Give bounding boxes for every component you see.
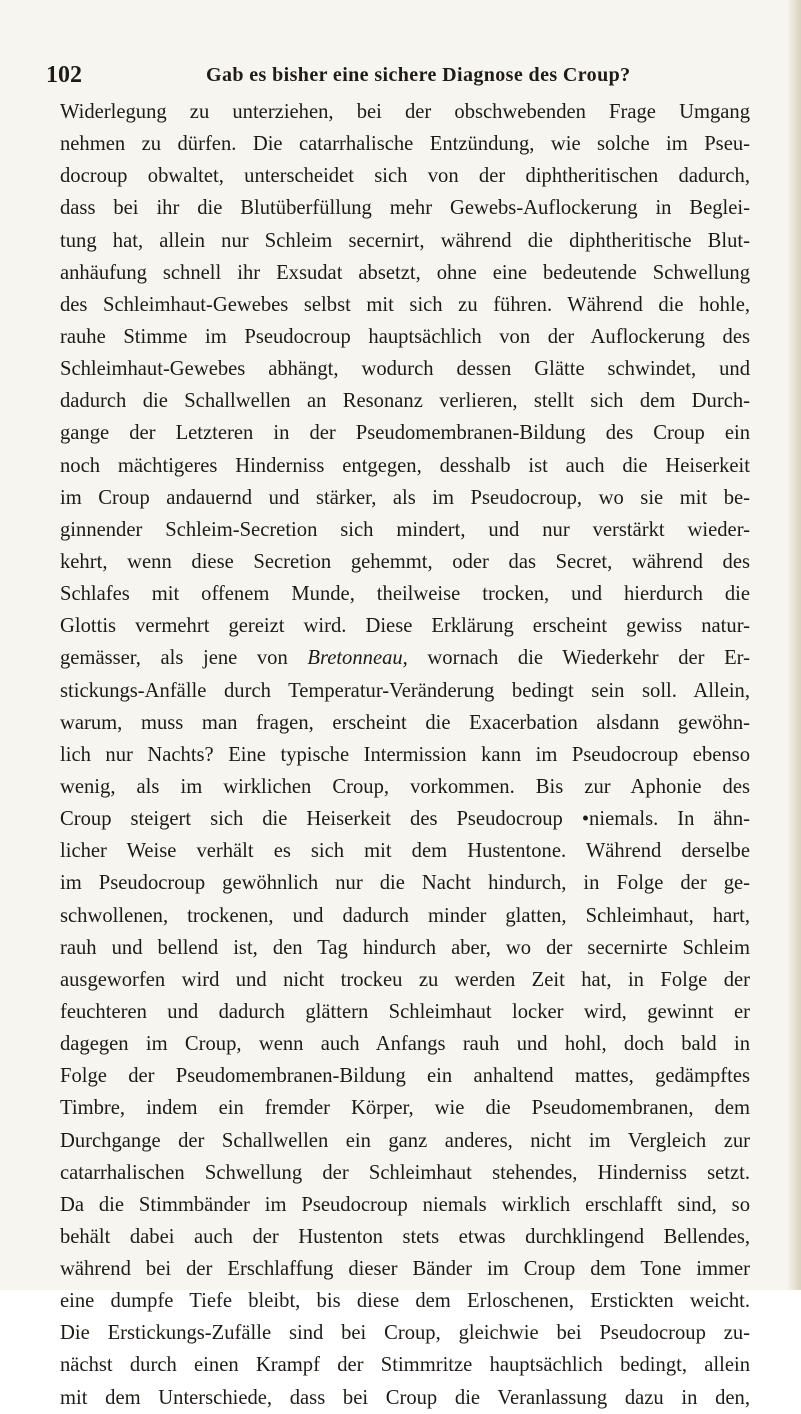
text-line: gange der Letzteren in der Pseudomembranen-Bildung des Croup ein <box>60 422 750 445</box>
text-line: Folge der Pseudomembranen-Bildung ein anhaltend mattes, gedämpftes <box>60 1065 750 1088</box>
text-line: Durchgange der Schallwellen ein ganz anderes, nicht im Vergleich zur <box>60 1129 750 1152</box>
text-line: Widerlegung zu unterziehen, bei der obschwebenden Frage Umgang <box>60 101 750 123</box>
text-line <box>60 642 750 674</box>
text-line: wenig, als im wirklichen Croup, vorkommen. Bis zur Aphonie des <box>60 775 750 798</box>
text-line: eine dumpfe Tiefe bleibt, bis diese dem Erloschenen, Erstickten weicht. <box>60 1290 750 1313</box>
text-line: anhäufung schnell ihr Exsudat absetzt, ohne eine bedeutende Schwellung <box>60 261 750 284</box>
text-segment: gemässer, als jene von <box>60 647 308 670</box>
page-edge-shadow <box>787 0 801 1290</box>
text-line: nehmen zu dürfen. Die catarrhalische Entzündung, wie solche im Pseu- <box>60 133 750 156</box>
text-line: docroup obwaltet, unterscheidet sich von der diphtheritischen dadurch, <box>60 165 750 188</box>
text-line: stickungs-Anfälle durch Temperatur-Veränderung bedingt sein soll. Allein, <box>60 679 750 702</box>
text-line: dass bei ihr die Blutüberfüllung mehr Gewebs-Auflockerung in Beglei- <box>60 197 750 220</box>
running-title: Gab es bisher eine sichere Diagnose des Croup? <box>206 64 631 86</box>
text-line: Schlafes mit offenem Munde, theilweise trocken, und hierdurch die <box>60 583 750 606</box>
text-line: feuchteren und dadurch glättern Schleimhaut locker wird, gewinnt er <box>60 1000 750 1023</box>
text-line: tung hat, allein nur Schleim secernirt, während die diphtheritische Blut- <box>60 229 750 252</box>
text-line: dagegen im Croup, wenn auch Anfangs rauh und hohl, doch bald in <box>60 1033 750 1056</box>
text-line: Glottis vermehrt gereizt wird. Diese Erklärung erscheint gewiss natur- <box>60 615 750 638</box>
text-line: mit dem Unterschiede, dass bei Croup die Veranlassung dazu in den, <box>60 1386 750 1409</box>
text-line: lich nur Nachts? Eine typische Intermission kann im Pseudocroup ebenso <box>60 743 750 766</box>
text-line: des Schleimhaut-Gewebes selbst mit sich zu führen. Während die hohle, <box>60 293 750 316</box>
text-line: im Pseudocroup gewöhnlich nur die Nacht hindurch, in Folge der ge- <box>60 872 750 895</box>
text-line: catarrhalischen Schwellung der Schleimhaut stehendes, Hinderniss setzt. <box>60 1161 750 1184</box>
text-line: während bei der Erschlaffung dieser Bänder im Croup dem Tone immer <box>60 1258 750 1281</box>
text-line: rauh und bellend ist, den Tag hindurch aber, wo der secernirte Schleim <box>60 936 750 959</box>
body-text <box>60 96 750 1414</box>
text-line: Die Erstickungs-Zufälle sind bei Croup, gleichwie bei Pseudocroup zu- <box>60 1322 750 1345</box>
text-line: Timbre, indem ein fremder Körper, wie die Pseudomembranen, dem <box>60 1097 750 1120</box>
text-line: schwollenen, trockenen, und dadurch minder glatten, Schleimhaut, hart, <box>60 904 750 927</box>
text-line: dadurch die Schallwellen an Resonanz verlieren, stellt sich dem Durch- <box>60 390 750 413</box>
text-line: behält dabei auch der Hustenton stets etwas durchklingend Bellendes, <box>60 1225 750 1248</box>
text-line: licher Weise verhält es sich mit dem Hustentone. Während derselbe <box>60 840 750 863</box>
running-header <box>46 62 746 92</box>
text-line: rauhe Stimme im Pseudocroup hauptsächlich von der Auflockerung des <box>60 325 750 348</box>
text-line: Croup steigert sich die Heiserkeit des Pseudocroup •niemals. In ähn- <box>60 808 750 831</box>
author-name-italic: Bretonneau, <box>307 647 408 670</box>
text-line: noch mächtigeres Hinderniss entgegen, desshalb ist auch die Heiserkeit <box>60 454 750 477</box>
text-segment: wornach die Wiederkehr der Er- <box>407 647 750 670</box>
text-line: im Croup andauernd und stärker, als im Pseudocroup, wo sie mit be- <box>60 486 750 509</box>
text-line: nächst durch einen Krampf der Stimmritze hauptsächlich bedingt, allein <box>60 1354 750 1377</box>
text-line: ausgeworfen wird und nicht trockeu zu werden Zeit hat, in Folge der <box>60 968 750 991</box>
text-line: Schleimhaut-Gewebes abhängt, wodurch dessen Glätte schwindet, und <box>60 358 750 381</box>
text-line: warum, muss man fragen, erscheint die Exacerbation alsdann gewöhn- <box>60 711 750 734</box>
text-line: Da die Stimmbänder im Pseudocroup niemals wirklich erschlafft sind, so <box>60 1193 750 1216</box>
text-line: kehrt, wenn diese Secretion gehemmt, oder das Secret, während des <box>60 550 750 573</box>
text-line: ginnender Schleim-Secretion sich mindert, und nur verstärkt wieder- <box>60 518 750 541</box>
page-number: 102 <box>46 62 82 88</box>
